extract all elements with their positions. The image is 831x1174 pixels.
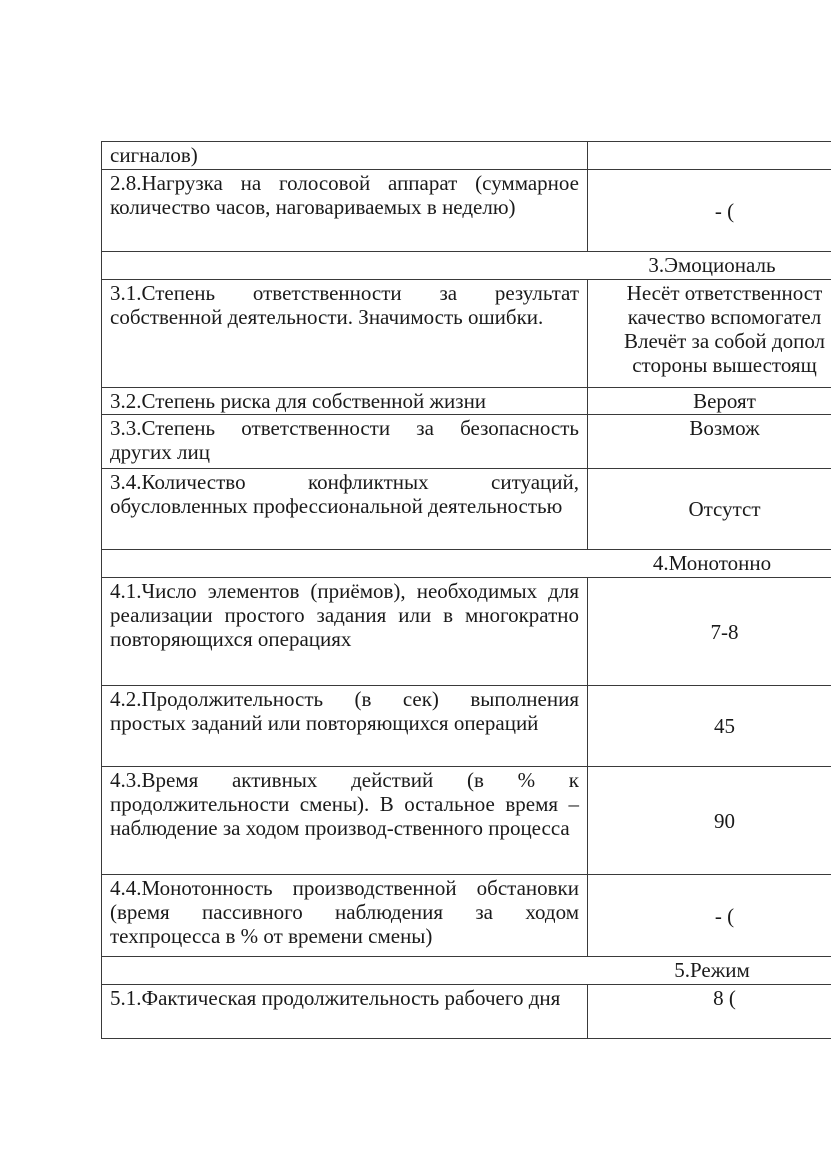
table-row (102, 578, 831, 686)
value-line: 90 (714, 808, 735, 833)
section-heading-cell (102, 252, 831, 280)
value-line: 7-8 (710, 619, 739, 644)
section-row (102, 957, 831, 985)
factor-cell: 3.2.Степень риска для собственной жизни (102, 388, 588, 415)
table-row (102, 280, 831, 388)
factor-cell: 3.3.Степень ответственности за безопасность других лиц (102, 415, 588, 469)
section-heading: 3.Эмоциональ (648, 253, 776, 277)
value-line: качество вспомогател (627, 305, 822, 329)
value-line: - ( (714, 198, 735, 223)
value-cell (588, 875, 831, 957)
value-line: Влечёт за собой допол (623, 329, 826, 353)
factor-cell: 4.4.Монотонность производственной обстановки (время пассивного наблюдения за ходом техпроцесса в % от времени смены) (102, 875, 588, 957)
value-line: 45 (714, 714, 735, 738)
table-row (102, 469, 831, 550)
table-row (102, 875, 831, 957)
value-line: Вероят (693, 389, 756, 413)
table-row (102, 142, 831, 170)
factor-cell: 4.1.Число элементов (приёмов), необходимых для реализации простого задания или в многократно повторяющихся операциях (102, 578, 588, 686)
factor-cell: 5.1.Фактическая продолжительность рабочего дня (102, 985, 588, 1039)
section-row (102, 550, 831, 578)
value-cell (588, 170, 831, 252)
value-line: Отсутст (688, 497, 761, 521)
value-line: 8 ( (713, 986, 736, 1010)
factor-cell: 2.8.Нагрузка на голосовой аппарат (суммарное количество часов, наговариваемых в неделю) (102, 170, 588, 252)
section-heading: 4.Монотонно (652, 551, 772, 575)
section-row (102, 252, 831, 280)
value-line: - ( (714, 903, 735, 928)
value-line: стороны вышестоящ (632, 353, 817, 377)
table-row (102, 388, 831, 415)
value-cell (588, 142, 831, 170)
value-cell (588, 578, 831, 686)
value-line: Несёт ответственност (626, 281, 823, 305)
value-cell (588, 388, 831, 415)
value-cell (588, 985, 831, 1039)
factor-cell: 4.2.Продолжительность (в сек) выполнения простых заданий или повторяющихся операций (102, 686, 588, 767)
factor-cell: 3.1.Степень ответственности за результат собственной деятельности. Значимость ошибки. (102, 280, 588, 388)
value-cell (588, 686, 831, 767)
factor-cell: сигналов) (102, 142, 588, 170)
value-cell (588, 415, 831, 469)
table-row (102, 686, 831, 767)
table-row (102, 767, 831, 875)
value-cell (588, 280, 831, 388)
table-row (102, 170, 831, 252)
section-heading-cell (102, 550, 831, 578)
table-row (102, 415, 831, 469)
value-cell (588, 767, 831, 875)
factor-cell: 3.4.Количество конфликтных ситуаций, обусловленных профессиональной деятельностью (102, 469, 588, 550)
value-line: Возмож (689, 416, 760, 440)
section-heading: 5.Режим (674, 958, 750, 982)
factors-table (101, 141, 831, 1039)
value-cell (588, 469, 831, 550)
factor-cell: 4.3.Время активных действий (в % к продолжительности смены). В остальное время – наблюдение за ходом производ-ственного процесса (102, 767, 588, 875)
table-row (102, 985, 831, 1039)
section-heading-cell (102, 957, 831, 985)
